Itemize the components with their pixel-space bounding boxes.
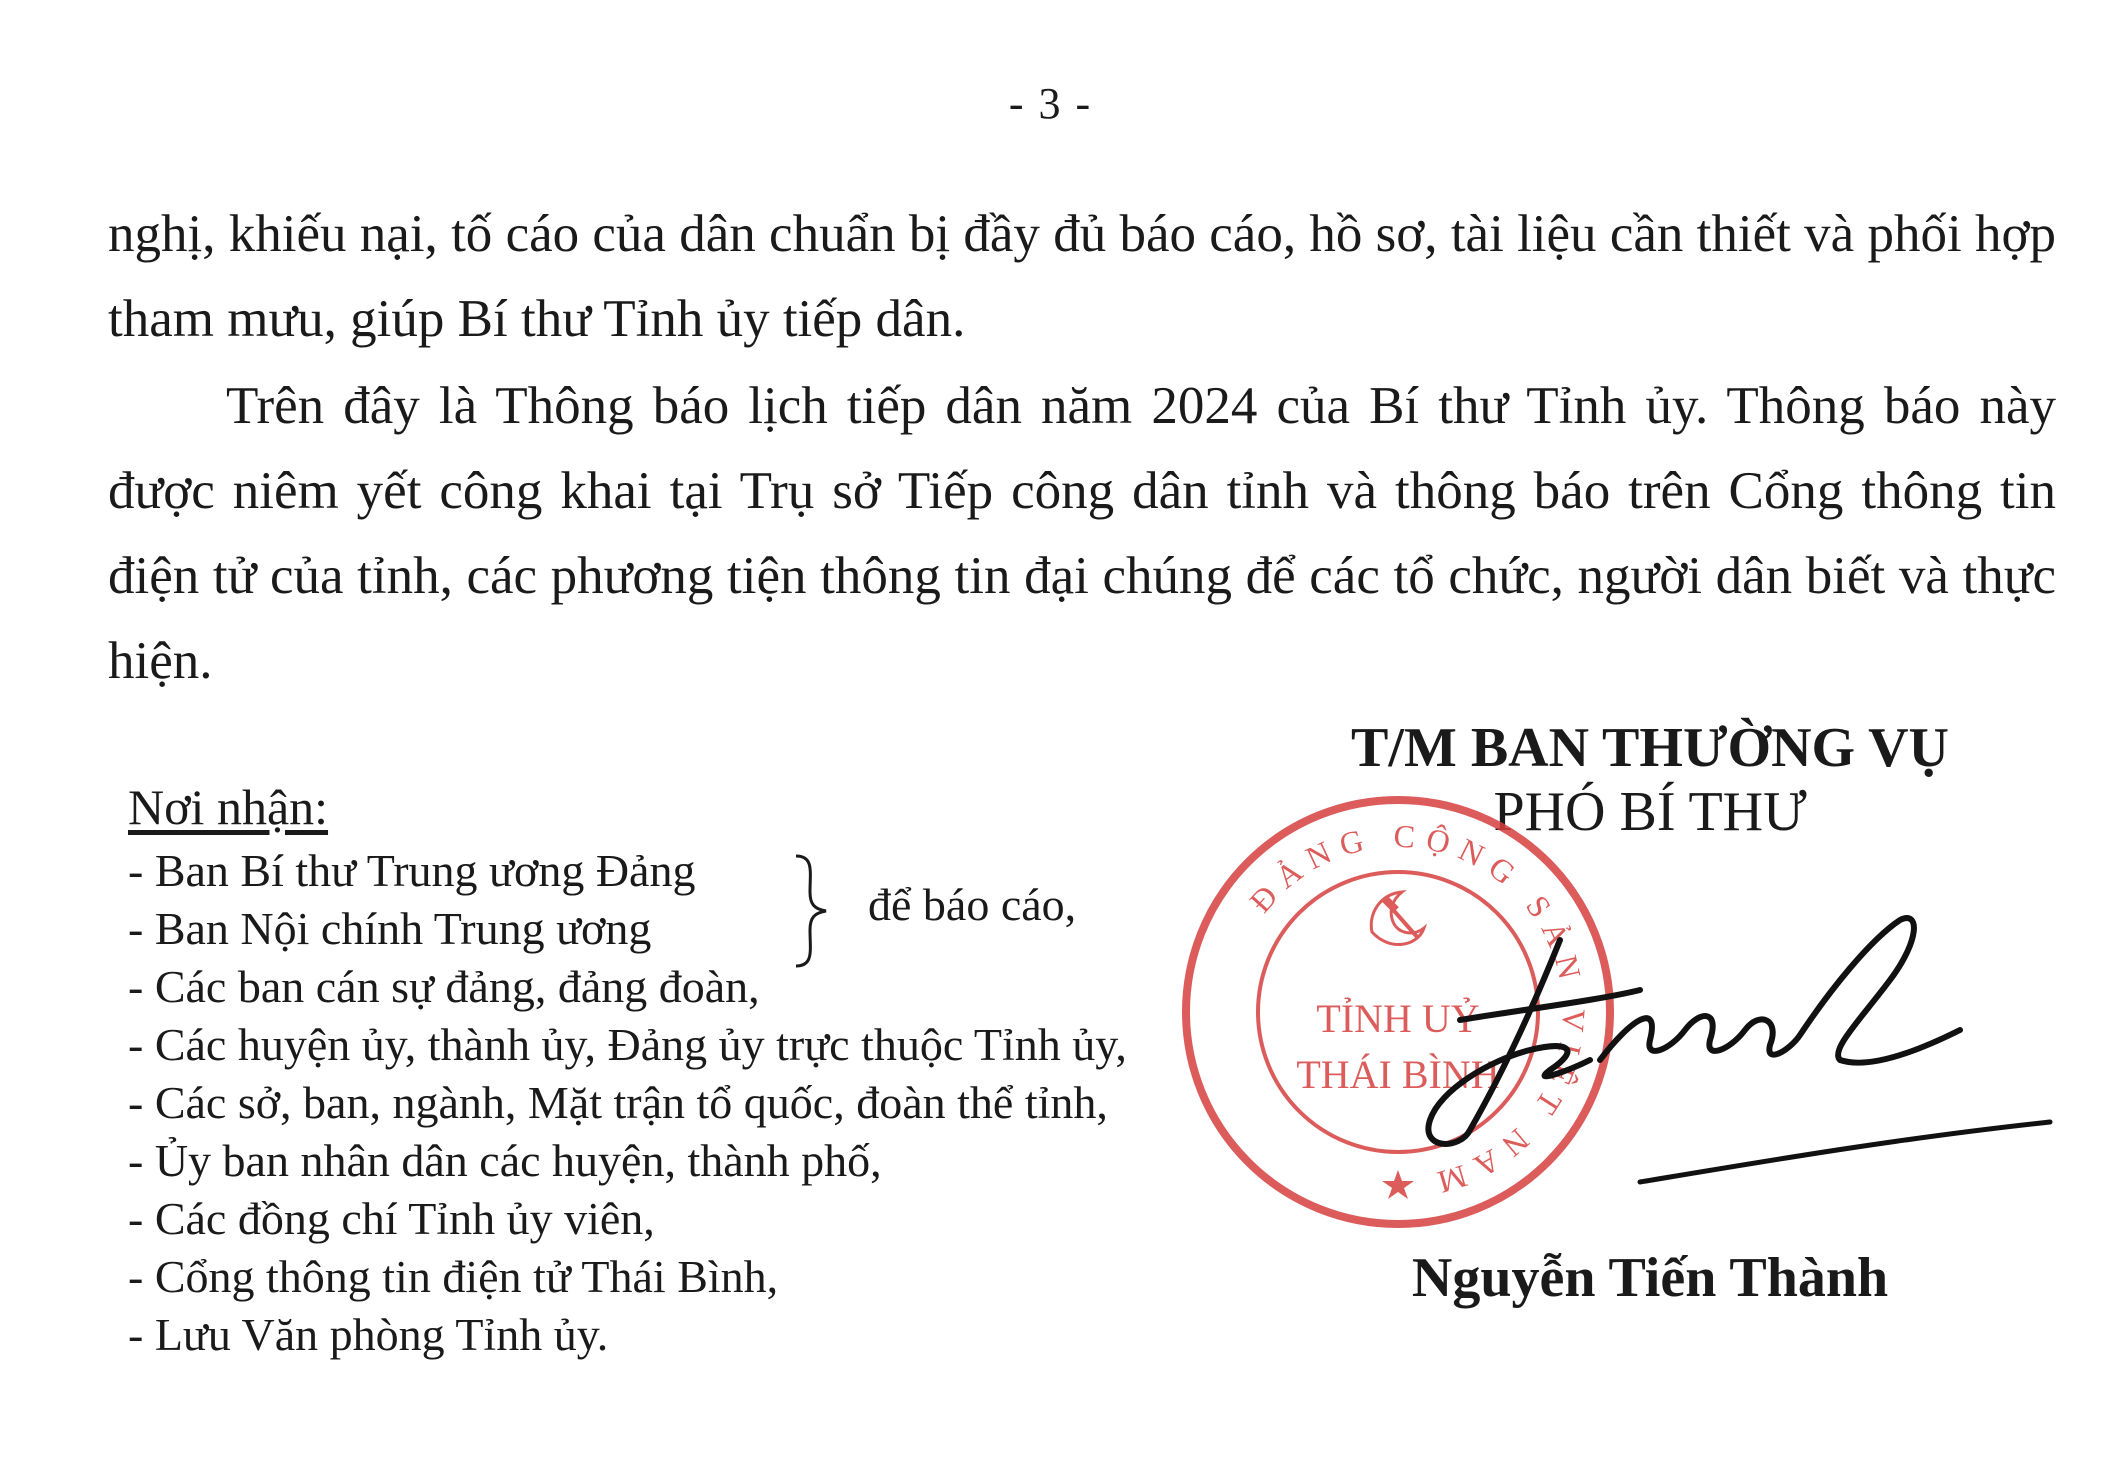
recipient-item: - Các sở, ban, ngành, Mặt trận tổ quốc, đoàn thể tỉnh,: [128, 1077, 1108, 1128]
page-number: - 3 -: [1008, 79, 1093, 128]
recipient-item: - Các huyện ủy, thành ủy, Đảng ủy trực thuộc Tỉnh ủy,: [128, 1019, 1127, 1070]
recipient-item: - Cổng thông tin điện tử Thái Bình,: [128, 1251, 779, 1302]
handwritten-signature: [1400, 900, 2060, 1200]
seal-center-line-2: THÁI BÌNH: [1296, 1052, 1500, 1097]
seal-ring-text: ĐẢNG CỘNG SẢN VIỆT NAM: [1242, 817, 1593, 1204]
recipient-item: - Các ban cán sự đảng, đảng đoàn,: [128, 961, 760, 1012]
recipients-title: Nơi nhận:: [128, 779, 329, 835]
recipient-item: - Lưu Văn phòng Tỉnh ủy.: [128, 1309, 609, 1360]
signature-title: T/M BAN THƯỜNG VỤ: [1351, 717, 1949, 779]
recipient-item: - Ban Bí thư Trung ương Đảng: [128, 845, 696, 896]
recipient-item: - Các đồng chí Tỉnh ủy viên,: [128, 1193, 655, 1244]
seal-center-line-1: TỈNH UỶ: [1316, 996, 1480, 1041]
brace-note: để báo cáo,: [868, 879, 1077, 930]
recipient-item: - Ban Nội chính Trung ương: [128, 903, 652, 954]
signature-subtitle: PHÓ BÍ THƯ: [1493, 781, 1807, 843]
recipient-item: - Ủy ban nhân dân các huyện, thành phố,: [128, 1135, 882, 1186]
recipients-brace-group: [792, 852, 1122, 970]
signer-name: Nguyễn Tiến Thành: [1411, 1247, 1889, 1309]
body-paragraph-2: Trên đây là Thông báo lịch tiếp dân năm 2024 của Bí thư Tỉnh ủy. Thông báo này được niêm yết công khai tại Trụ sở Tiếp công dân tỉnh và thông báo trên Cổng thông tin điện tử của tỉnh, các phương tiện thông tin đại chúng để các tổ chức, người dân biết và thực hiện.: [108, 377, 2056, 690]
curly-brace-icon: [792, 852, 832, 970]
body-paragraph-1: nghị, khiếu nại, tố cáo của dân chuẩn bị đầy đủ báo cáo, hồ sơ, tài liệu cần thiết và phối hợp tham mưu, giúp Bí thư Tỉnh ủy tiếp dân.: [108, 205, 2056, 348]
